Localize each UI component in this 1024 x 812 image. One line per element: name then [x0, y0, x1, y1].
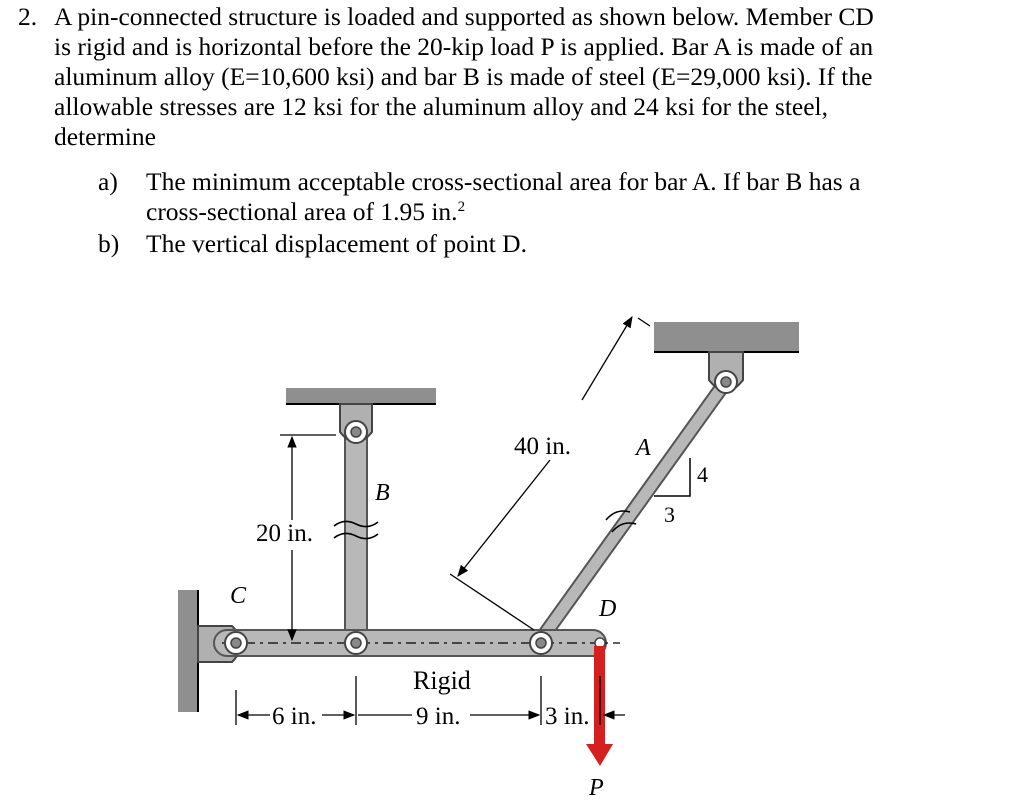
dim-40in-line [450, 317, 650, 630]
label-b: B [375, 480, 390, 506]
part-b-line1: The vertical displacement of point D. [146, 229, 527, 258]
part-a-line2-text: cross-sectional area of 1.95 in. [146, 197, 458, 226]
label-dim-3in: 3 in. [545, 703, 590, 730]
label-dim-9in: 9 in. [416, 703, 461, 730]
wall-support-c [178, 590, 198, 712]
bar-b [334, 420, 378, 640]
statement-line: allowable stresses are 12 ksi for the aluminum alloy and 24 ksi for the steel, [54, 92, 829, 121]
part-b-label: b) [98, 229, 120, 258]
bar-a [542, 380, 727, 638]
ground-support-b [286, 388, 436, 404]
label-p: P [589, 775, 604, 801]
problem-number: 2. [18, 2, 38, 31]
part-a-line1: The minimum acceptable cross-sectional area for bar A. If bar B has a [146, 167, 861, 196]
rigid-member-cd [214, 630, 620, 656]
clevis-b [340, 404, 372, 443]
label-slope-run: 3 [664, 502, 675, 527]
statement-line: determine [54, 122, 156, 151]
label-slope-rise: 4 [697, 462, 708, 487]
label-dim-40in: 40 in. [514, 433, 571, 460]
clevis-a [709, 352, 743, 393]
label-rigid: Rigid [413, 666, 471, 695]
statement-line: aluminum alloy (E=10,600 ksi) and bar B is made of steel (E=29,000 ksi). If the [54, 62, 873, 91]
label-a: A [636, 435, 651, 461]
label-dim-20in: 20 in. [256, 520, 313, 547]
statement-line: is rigid and is horizontal before the 20-kip load P is applied. Bar A is made of an [54, 32, 874, 61]
label-c: C [230, 583, 247, 609]
part-a-superscript: 2 [457, 199, 466, 215]
label-dim-6in: 6 in. [272, 703, 317, 730]
part-a-label: a) [98, 167, 118, 196]
statement-line: A pin-connected structure is loaded and supported as shown below. Member CD [54, 2, 874, 31]
ground-support-a [654, 322, 799, 352]
label-d: D [599, 596, 617, 622]
